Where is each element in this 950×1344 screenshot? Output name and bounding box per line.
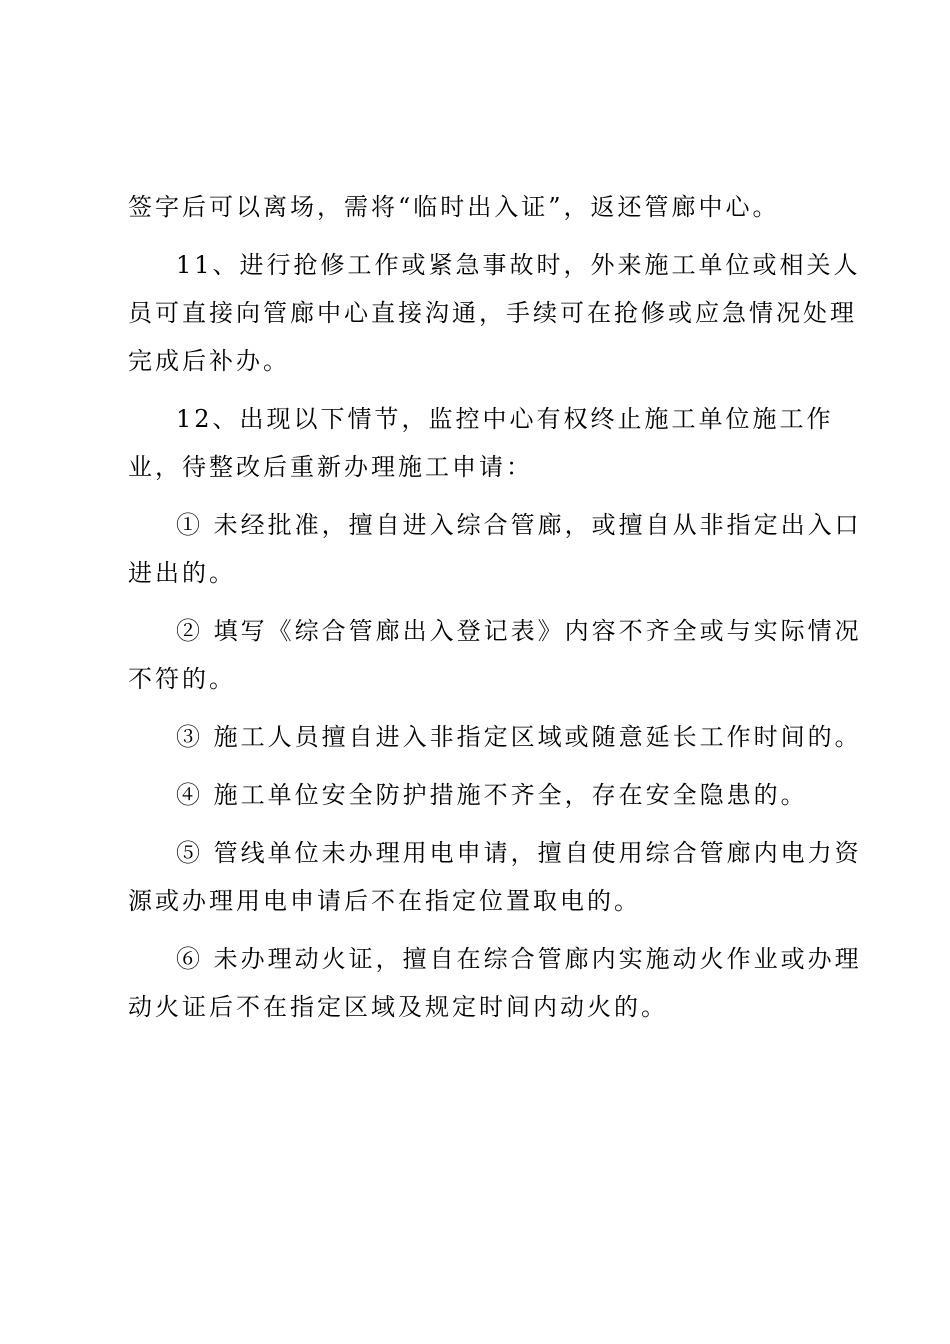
item-6-line-1: ⑥ 未办理动火证，擅自在综合管廊内实施动火作业或办理 xyxy=(176,945,862,973)
item-2-line-1: ② 填写《综合管廊出入登记表》内容不齐全或与实际情况 xyxy=(176,617,862,645)
item-1-line-2: 进出的。 xyxy=(128,559,236,587)
document-body xyxy=(128,183,862,1031)
paragraph-12-line-1: 12、出现以下情节，监控中心有权终止施工单位施工作 xyxy=(176,405,834,433)
paragraph-11-line-2: 员可直接向管廊中心直接沟通，手续可在抢修或应急情况处理 xyxy=(128,299,857,327)
item-2-line-2: 不符的。 xyxy=(128,665,236,693)
paragraph-11-line-1: 11、进行抢修工作或紧急事故时，外来施工单位或相关人 xyxy=(176,251,861,279)
item-5-line-2: 源或办理用电申请后不在指定位置取电的。 xyxy=(128,887,641,915)
item-4: ④ 施工单位安全防护措施不齐全，存在安全隐患的。 xyxy=(176,781,808,809)
item-1-line-1: ① 未经批准，擅自进入综合管廊，或擅自从非指定出入口 xyxy=(176,511,862,539)
paragraph-12-line-2: 业，待整改后重新办理施工申请： xyxy=(128,453,533,481)
paragraph-10-end: 签字后可以离场，需将“临时出入证”，返还管廊中心。 xyxy=(128,193,780,221)
paragraph-11-line-3: 完成后补办。 xyxy=(128,347,290,375)
item-6-line-2: 动火证后不在指定区域及规定时间内动火的。 xyxy=(128,993,668,1021)
item-5-line-1: ⑤ 管线单位未办理用电申请，擅自使用综合管廊内电力资 xyxy=(176,839,862,867)
item-3: ③ 施工人员擅自进入非指定区域或随意延长工作时间的。 xyxy=(176,723,862,751)
